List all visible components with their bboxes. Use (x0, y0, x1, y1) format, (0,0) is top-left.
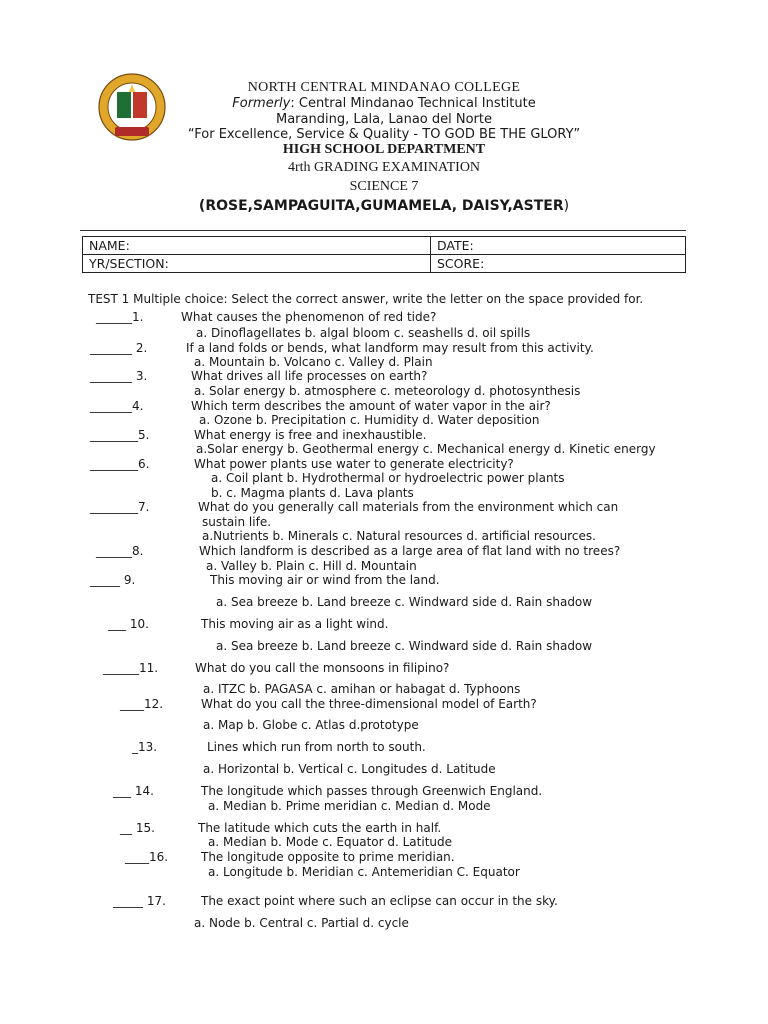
question-2-text: If a land folds or bends, what landform may result from this activity. (186, 341, 594, 355)
question-7-text: What do you generally call materials from the environment which can (198, 500, 619, 514)
answer-blank-15[interactable]: __ 15. (120, 821, 155, 835)
question-16-text: The longitude opposite to prime meridian. (201, 850, 455, 864)
question-5-options: a.Solar energy b. Geothermal energy c. Mechanical energy d. Kinetic energy (196, 442, 656, 456)
question-1-options: a. Dinoflagellates b. algal bloom c. seashells d. oil spills (196, 326, 531, 340)
question-4-text: Which term describes the amount of water vapor in the air? (191, 399, 551, 413)
answer-blank-13[interactable]: _13. (132, 740, 158, 754)
question-17-options: a. Node b. Central c. Partial d. cycle (194, 916, 409, 930)
question-13-options: a. Horizontal b. Vertical c. Longitudes d. Latitude (203, 762, 496, 776)
question-15-text: The latitude which cuts the earth in half. (198, 821, 442, 835)
question-2-options: a. Mountain b. Volcano c. Valley d. Plain (194, 355, 433, 369)
question-12-text: What do you call the three-dimensional model of Earth? (201, 697, 537, 711)
question-8-options: a. Valley b. Plain c. Hill d. Mountain (206, 559, 417, 573)
question-10-options: a. Sea breeze b. Land breeze c. Windward side d. Rain shadow (216, 639, 593, 653)
answer-blank-2[interactable]: _______ 2. (90, 341, 148, 355)
exam-title: 4rth GRADING EXAMINATION (287, 160, 481, 175)
formerly-name: : Central Mindanao Technical Institute (290, 96, 536, 111)
question-6-options-a: a. Coil plant b. Hydrothermal or hydroelectric power plants (211, 471, 565, 485)
question-3-options: a. Solar energy b. atmosphere c. meteorology d. photosynthesis (194, 384, 581, 398)
info-row (83, 255, 686, 273)
name-field[interactable]: NAME: (83, 237, 431, 255)
school-motto: “For Excellence, Service & Quality - TO GOD BE THE GLORY” (187, 127, 581, 142)
answer-blank-16[interactable]: ____16. (125, 850, 169, 864)
yr-section-field[interactable]: YR/SECTION: (83, 255, 431, 273)
answer-blank-11[interactable]: ______11. (103, 661, 159, 675)
question-5-text: What energy is free and inexhaustible. (194, 428, 427, 442)
subject-title: SCIENCE 7 (349, 179, 419, 194)
formerly-label: Formerly (232, 96, 291, 111)
answer-blank-17[interactable]: _____ 17. (113, 894, 166, 908)
formerly-line (0, 96, 768, 111)
answer-blank-12[interactable]: ____12. (120, 697, 164, 711)
info-row (83, 237, 686, 255)
question-6-text: What power plants use water to generate electricity? (194, 457, 514, 471)
question-13-text: Lines which run from north to south. (207, 740, 426, 754)
question-11-text: What do you call the monsoons in filipino? (195, 661, 450, 675)
test-instructions: TEST 1 Multiple choice: Select the correct answer, write the letter on the space provided for. (88, 292, 644, 306)
header-divider (80, 230, 686, 231)
question-12-options: a. Map b. Globe c. Atlas d.prototype (203, 718, 419, 732)
answer-blank-4[interactable]: _______4. (90, 399, 144, 413)
question-7-text-cont: sustain life. (202, 515, 272, 529)
student-info-table (82, 236, 686, 273)
question-16-options: a. Longitude b. Meridian c. Antemeridian C. Equator (208, 865, 520, 879)
answer-blank-14[interactable]: ___ 14. (113, 784, 154, 798)
question-15-options: a. Median b. Mode c. Equator d. Latitude (208, 835, 453, 849)
question-17-text: The exact point where such an eclipse can occur in the sky. (201, 894, 558, 908)
score-field[interactable]: SCORE: (431, 255, 686, 273)
question-14-options: a. Median b. Prime meridian c. Median d. Mode (208, 799, 491, 813)
question-14-text: The longitude which passes through Greenwich England. (201, 784, 543, 798)
question-3-text: What drives all life processes on earth? (191, 369, 428, 383)
date-field[interactable]: DATE: (431, 237, 686, 255)
sections-close: ) (563, 198, 570, 214)
sections-line (0, 198, 768, 214)
answer-blank-5[interactable]: ________5. (90, 428, 150, 442)
school-name: NORTH CENTRAL MINDANAO COLLEGE (247, 80, 521, 95)
answer-blank-3[interactable]: _______ 3. (90, 369, 148, 383)
school-address: Maranding, Lala, Lanao del Norte (275, 112, 493, 127)
question-9-text: This moving air or wind from the land. (210, 573, 440, 587)
question-7-options: a.Nutrients b. Minerals c. Natural resources d. artificial resources. (202, 529, 596, 543)
answer-blank-6[interactable]: ________6. (90, 457, 150, 471)
answer-blank-1[interactable]: ______1. (96, 310, 144, 324)
question-10-text: This moving air as a light wind. (201, 617, 389, 631)
answer-blank-10[interactable]: ___ 10. (108, 617, 149, 631)
answer-blank-7[interactable]: ________7. (90, 500, 150, 514)
question-6-options-b: b. c. Magma plants d. Lava plants (211, 486, 414, 500)
question-4-options: a. Ozone b. Precipitation c. Humidity d. Water deposition (199, 413, 540, 427)
question-8-text: Which landform is described as a large area of flat land with no trees? (199, 544, 621, 558)
question-9-options: a. Sea breeze b. Land breeze c. Windward side d. Rain shadow (216, 595, 593, 609)
sections-list: (ROSE,SAMPAGUITA,GUMAMELA, DAISY,ASTER (198, 198, 564, 214)
question-1-text: What causes the phenomenon of red tide? (181, 310, 437, 324)
answer-blank-9[interactable]: _____ 9. (90, 573, 136, 587)
department-title: HIGH SCHOOL DEPARTMENT (282, 142, 486, 157)
answer-blank-8[interactable]: ______8. (96, 544, 144, 558)
question-11-options: a. ITZC b. PAGASA c. amihan or habagat d. Typhoons (203, 682, 521, 696)
